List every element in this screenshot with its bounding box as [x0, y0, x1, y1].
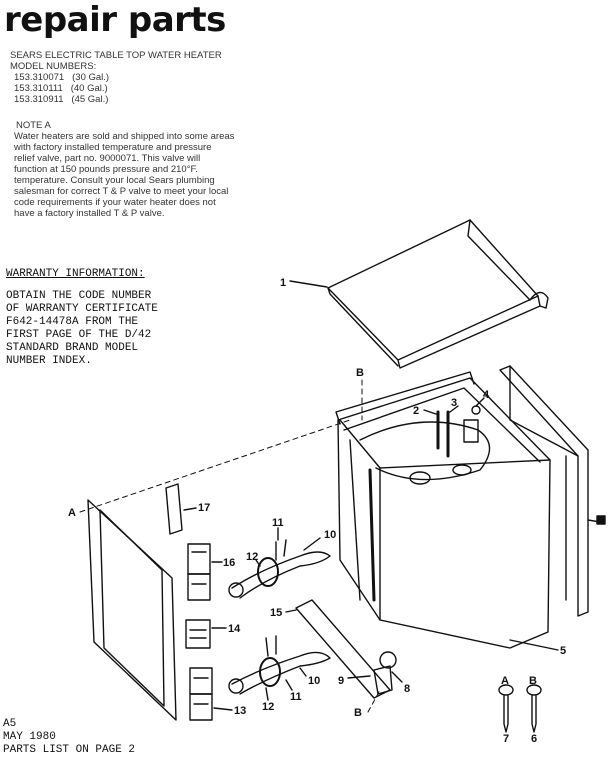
screw-a-icon [499, 685, 513, 732]
callout-5: 5 [560, 645, 567, 657]
lower-thermostat [190, 668, 212, 720]
callout-11-upper: 11 [272, 517, 284, 529]
side-panel [500, 366, 588, 616]
warranty-line-1: OBTAIN THE CODE NUMBER [6, 290, 152, 302]
bracket [166, 484, 182, 534]
note-line-2: with factory installed temperature and pressure [14, 142, 212, 153]
note-line-7: code requirements if your water heater does not [14, 197, 216, 208]
cabinet-body [338, 378, 550, 648]
callout-2: 2 [413, 405, 420, 417]
callout-9: 9 [338, 675, 345, 687]
front-access-panel [88, 500, 176, 720]
section-marker-b-bottom: B [354, 707, 362, 719]
callout-16: 16 [223, 557, 236, 569]
leader-17 [184, 508, 196, 510]
note-line-1: Water heaters are sold and shipped into some areas [14, 131, 235, 142]
warranty-line-2: OF WARRANTY CERTIFICATE [6, 303, 158, 315]
note-heading: NOTE A [16, 120, 51, 131]
callout-15: 15 [270, 607, 283, 619]
callout-17: 17 [198, 502, 211, 514]
model-numbers-label: MODEL NUMBERS: [10, 61, 97, 72]
leader-11-lower [286, 680, 292, 690]
section-marker-a: A [68, 507, 76, 519]
leader-2 [424, 410, 436, 414]
callout-14: 14 [228, 623, 241, 635]
note-line-5: temperature. Consult your local Sears plumbing [14, 175, 215, 186]
page-title: repair parts [4, 0, 226, 40]
leader-10-upper [304, 538, 320, 550]
note-line-6: salesman for correct T & P valve to meet your local [14, 186, 229, 197]
screw-label-b: B [529, 675, 537, 687]
footer-code: A5 [3, 718, 17, 730]
model-number-1: 153.310071 (30 Gal.) [14, 72, 110, 83]
screw-label-a: A [501, 675, 509, 687]
callout-13: 13 [234, 705, 247, 717]
leader-13 [214, 708, 232, 710]
side-screw-icon [597, 516, 605, 524]
callout-6: 6 [531, 733, 538, 745]
callout-3: 3 [451, 397, 458, 409]
section-marker-b-top: B [356, 367, 364, 379]
leader-10-lower [300, 668, 306, 676]
callout-4: 4 [483, 389, 490, 401]
callout-1: 1 [280, 277, 287, 289]
callout-10-lower: 10 [308, 675, 321, 687]
product-line: SEARS ELECTRIC TABLE TOP WATER HEATER [10, 50, 222, 61]
warranty-line-6: NUMBER INDEX. [6, 355, 92, 367]
model-number-2: 153.310111 (40 Gal.) [14, 83, 108, 94]
note-line-3: relief valve, part no. 9000071. This valve will [14, 153, 201, 164]
warranty-line-4: FIRST PAGE OF THE D/42 [6, 329, 152, 341]
warranty-line-3: F642-14478A FROM THE [6, 316, 139, 328]
callout-8: 8 [404, 683, 411, 695]
callout-7: 7 [503, 733, 510, 745]
upper-thermostat [188, 544, 210, 600]
leader-9 [348, 676, 370, 678]
warranty-heading: WARRANTY INFORMATION: [6, 268, 145, 280]
table-top-lid [328, 220, 548, 368]
leader-12-lower [266, 688, 268, 700]
note-line-8: have a factory installed T & P valve. [14, 208, 165, 219]
leader-1 [290, 281, 327, 287]
warranty-line-5: STANDARD BRAND MODEL [6, 342, 139, 354]
callout-12-lower: 12 [262, 701, 275, 713]
footer-date: MAY 1980 [3, 731, 56, 743]
mid-thermostat [186, 620, 210, 648]
upper-heating-element [229, 540, 330, 598]
note-line-4: function at 150 pounds pressure and 210°F. [14, 164, 198, 175]
tank-fittings [410, 406, 480, 484]
callout-11-lower: 11 [290, 691, 302, 703]
leader-8 [392, 672, 402, 682]
screw-b-icon [527, 685, 541, 732]
callout-10-upper: 10 [324, 529, 337, 541]
footer-parts-list: PARTS LIST ON PAGE 2 [3, 744, 136, 756]
model-number-3: 153.310911 (45 Gal.) [14, 94, 109, 105]
section-lines [80, 380, 380, 712]
leader-15 [286, 610, 296, 612]
callout-12-upper: 12 [246, 551, 259, 563]
